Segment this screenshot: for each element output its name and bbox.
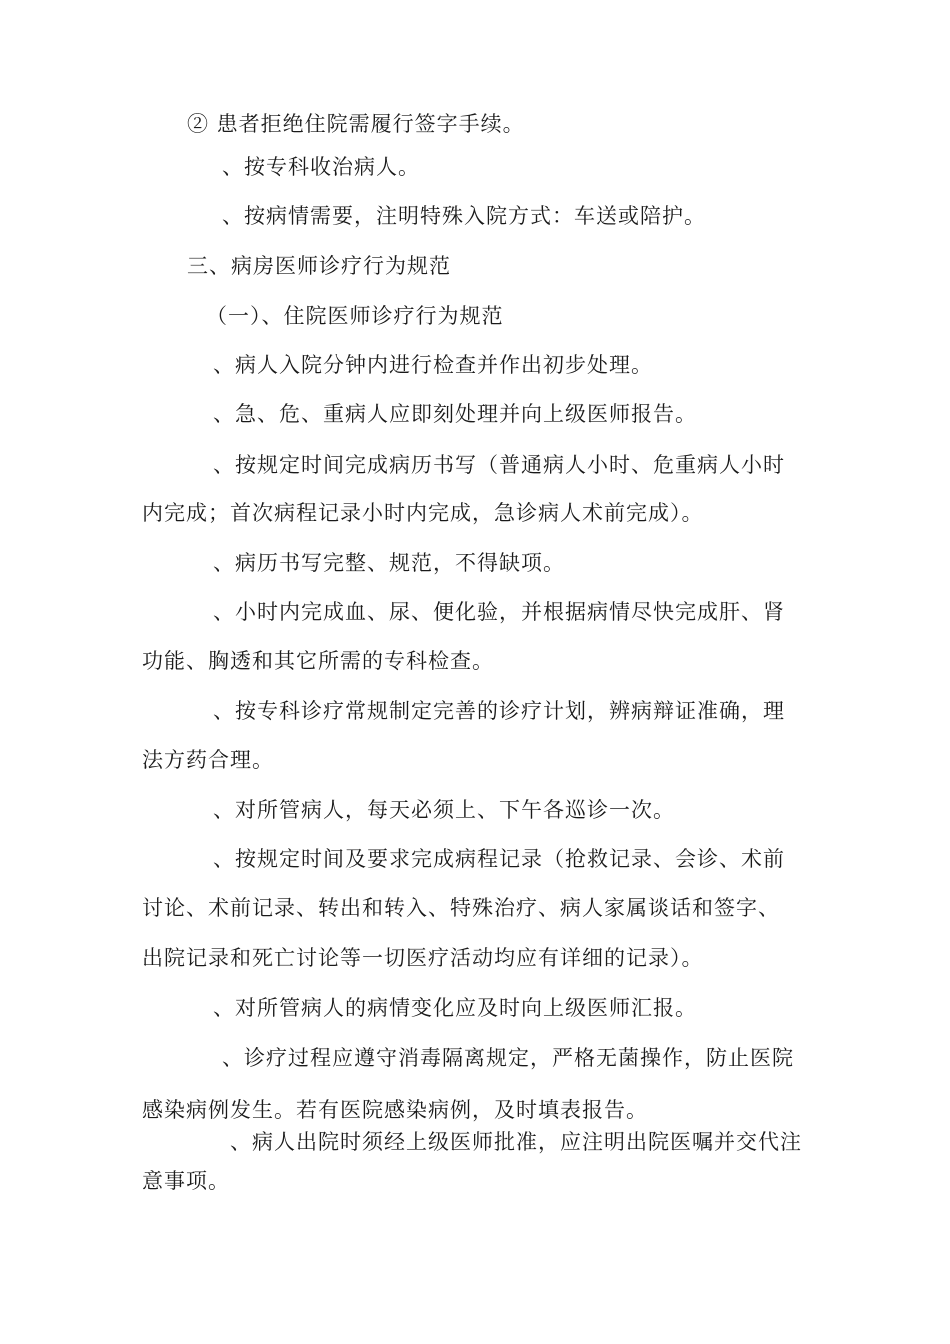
text-line: 法方药合理。 bbox=[142, 748, 274, 772]
text-line: 感染病例发生。若有医院感染病例，及时填表报告。 bbox=[142, 1098, 648, 1122]
text-line: 内完成；首次病程记录小时内完成，急诊病人术前完成）。 bbox=[142, 501, 704, 525]
text-line: 、对所管病人，每天必须上、下午各巡诊一次。 bbox=[213, 798, 675, 822]
text-line: 、按病情需要，注明特殊入院方式：车送或陪护。 bbox=[222, 204, 706, 228]
text-line: 、急、危、重病人应即刻处理并向上级医师报告。 bbox=[213, 402, 697, 426]
text-line: 意事项。 bbox=[142, 1169, 230, 1193]
text-line: 、小时内完成血、尿、便化验，并根据病情尽快完成肝、肾 bbox=[213, 600, 785, 624]
text-line: 、病人出院时须经上级医师批准，应注明出院医嘱并交代注 bbox=[230, 1130, 802, 1154]
text-line: 、按专科收治病人。 bbox=[222, 155, 420, 179]
text-line: 、病历书写完整、规范，不得缺项。 bbox=[213, 551, 565, 575]
text-line: 、按规定时间及要求完成病程记录（抢救记录、会诊、术前 bbox=[213, 847, 785, 871]
text-line: 、诊疗过程应遵守消毒隔离规定，严格无菌操作，防止医院 bbox=[222, 1046, 794, 1070]
text-line: 、对所管病人的病情变化应及时向上级医师汇报。 bbox=[213, 996, 697, 1020]
section-heading: 三、病房医师诊疗行为规范 bbox=[187, 254, 451, 278]
text-line: 、按专科诊疗常规制定完善的诊疗计划，辨病辩证准确，理 bbox=[213, 699, 785, 723]
text-line: 、病人入院分钟内进行检查并作出初步处理。 bbox=[213, 353, 653, 377]
text-line: ② 患者拒绝住院需履行签字手续。 bbox=[187, 112, 525, 136]
text-line: 出院记录和死亡讨论等一切医疗活动均应有详细的记录）。 bbox=[142, 946, 704, 970]
text-line: 功能、胸透和其它所需的专科检查。 bbox=[142, 649, 494, 673]
text-line: 、按规定时间完成病历书写（普通病人小时、危重病人小时 bbox=[213, 453, 785, 477]
text-line: 讨论、术前记录、转出和转入、特殊治疗、病人家属谈话和签字、 bbox=[142, 896, 780, 920]
subsection-heading: （一）、住院医师诊疗行为规范 bbox=[206, 304, 504, 328]
